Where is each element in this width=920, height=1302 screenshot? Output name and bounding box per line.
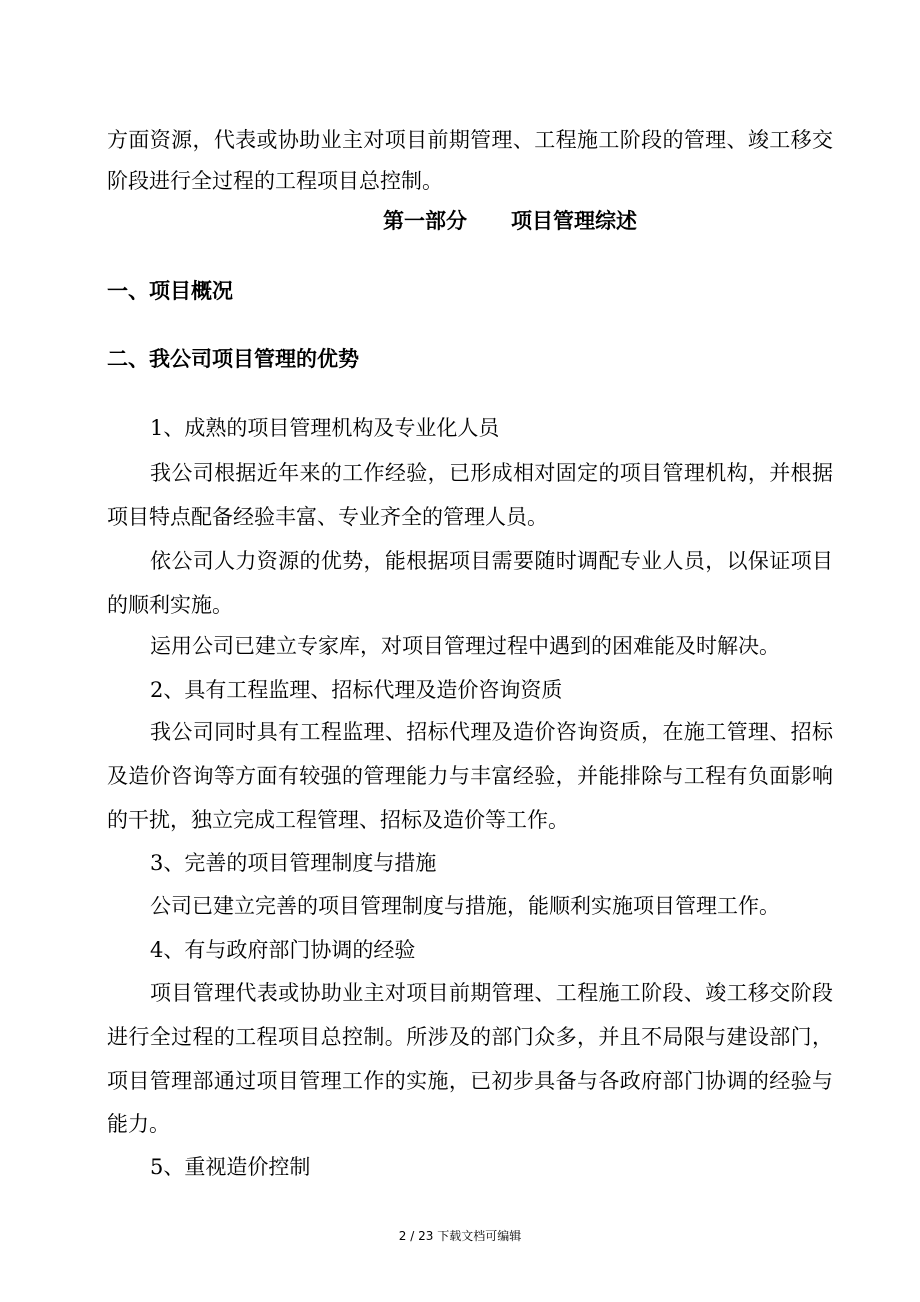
intro-line-1: 方面资源，代表或协助业主对项目前期管理、工程施工阶段的管理、竣工移交 (107, 128, 833, 152)
page-footer: 2 / 23 下载文档可编辑 (398, 1229, 522, 1243)
item-1-p2-line-1: 依公司人力资源的优势，能根据项目需要随时调配专业人员，以保证项目 (150, 549, 833, 573)
item-2-p1-line-3: 的干扰，独立完成工程管理、招标及造价等工作。 (107, 808, 569, 832)
item-1-p1-line-1: 我公司根据近年来的工作经验，已形成相对固定的项目管理机构，并根据 (150, 461, 833, 485)
section-heading-1: 一、项目概况 (107, 279, 233, 303)
item-3-title: 3、完善的项目管理制度与措施 (150, 851, 437, 875)
part-number: 第一部分 (383, 209, 467, 233)
item-4-p1-line-3: 项目管理部通过项目管理工作的实施，已初步具备与各政府部门协调的经验与 (107, 1069, 833, 1093)
intro-line-2: 阶段进行全过程的工程项目总控制。 (107, 169, 443, 193)
item-3-p1: 公司已建立完善的项目管理制度与措施，能顺利实施项目管理工作。 (150, 894, 780, 918)
item-4-p1-line-1: 项目管理代表或协助业主对项目前期管理、工程施工阶段、竣工移交阶段 (150, 981, 833, 1005)
item-2-title: 2、具有工程监理、招标代理及造价咨询资质 (150, 678, 563, 702)
item-1-p1-line-2: 项目特点配备经验丰富、专业齐全的管理人员。 (107, 505, 548, 529)
item-4-p1-line-2: 进行全过程的工程项目总控制。所涉及的部门众多，并且不局限与建设部门， (107, 1025, 833, 1049)
part-title (383, 207, 637, 235)
item-2-p1-line-1: 我公司同时具有工程监理、招标代理及造价咨询资质，在施工管理、招标 (150, 720, 833, 744)
item-1-p3: 运用公司已建立专家库，对项目管理过程中遇到的困难能及时解决。 (150, 634, 780, 658)
part-name: 项目管理综述 (511, 209, 637, 233)
item-5-title: 5、重视造价控制 (150, 1155, 311, 1179)
section-heading-2: 二、我公司项目管理的优势 (107, 347, 359, 371)
item-2-p1-line-2: 及造价咨询等方面有较强的管理能力与丰富经验，并能排除与工程有负面影响 (107, 764, 833, 788)
item-1-title: 1、成熟的项目管理机构及专业化人员 (150, 416, 500, 440)
item-4-title: 4、有与政府部门协调的经验 (150, 938, 416, 962)
item-4-p1-line-4: 能力。 (107, 1112, 170, 1136)
item-1-p2-line-2: 的顺利实施。 (107, 593, 233, 617)
